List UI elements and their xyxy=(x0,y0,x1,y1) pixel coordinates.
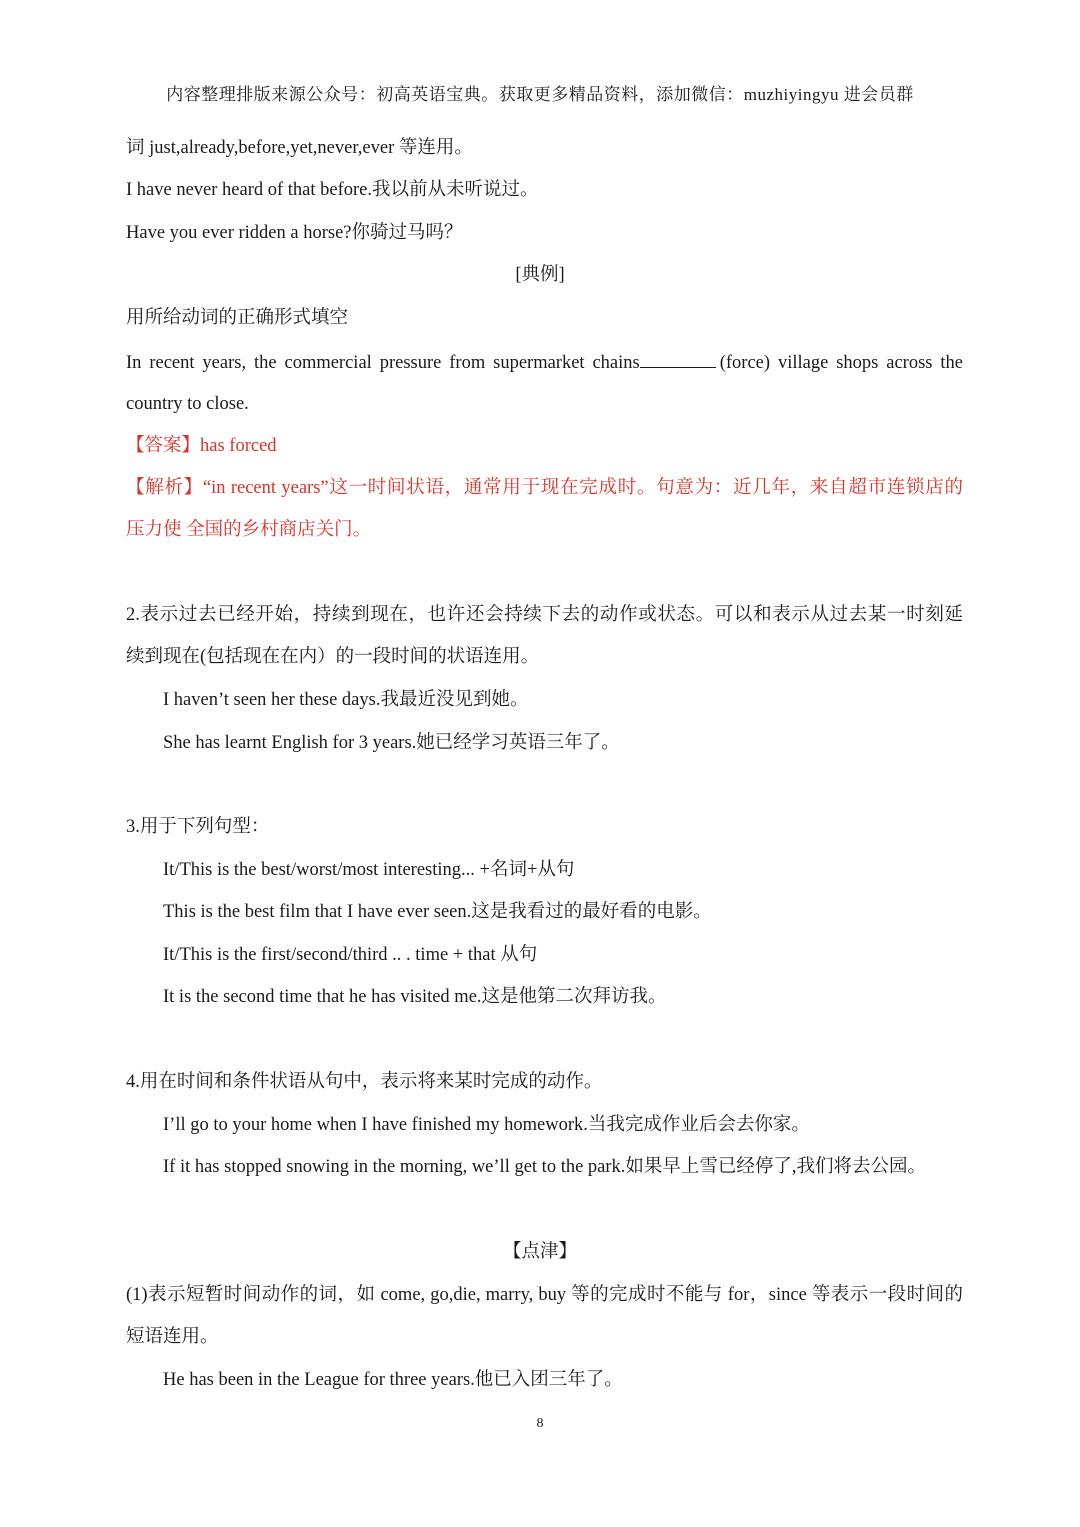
section4-title: 4.用在时间和条件状语从句中，表示将来某时完成的动作。 xyxy=(126,1072,603,1092)
section3-title: 3.用于下列句型： xyxy=(126,817,270,837)
page-header: 内容整理排版来源公众号：初高英语宝典。获取更多精品资料，添加微信：muzhiyingyu 进会员群 xyxy=(166,85,914,104)
section2-line-1: 2.表示过去已经开始，持续到现在，也许还会持续下去的动作或状态。可以和表示从过去某一时刻延 xyxy=(126,605,963,625)
example-question-line-1 xyxy=(126,349,963,375)
answer-blank xyxy=(640,349,716,368)
notes-example-1: He has been in the League for three years.他已入团三年了。 xyxy=(163,1370,623,1390)
section3-pattern-1: It/This is the best/worst/most interesting... +名词+从句 xyxy=(163,860,575,880)
section4-example-2: If it has stopped snowing in the morning, we’ll get to the park.如果早上雪已经停了,我们将去公园。 xyxy=(163,1157,927,1177)
notes-line-1: (1)表示短暂时间动作的词，如 come, go,die, marry, buy 等的完成时不能与 for，since 等表示一段时间的 xyxy=(126,1285,963,1305)
example-answer: 【答案】has forced xyxy=(126,436,277,456)
section4-example-1: I’ll go to your home when I have finished my homework.当我完成作业后会去你家。 xyxy=(163,1115,810,1135)
example-instruction: 用所给动词的正确形式填空 xyxy=(126,308,349,328)
example-title: [典例] xyxy=(515,265,565,285)
notes-line-2: 短语连用。 xyxy=(126,1327,219,1347)
page-number: 8 xyxy=(536,1416,544,1431)
example-analysis-line-2: 压力使 全国的乡村商店关门。 xyxy=(126,520,372,540)
section3-example-1: This is the best film that I have ever seen.这是我看过的最好看的电影。 xyxy=(163,902,712,922)
example-analysis-line-1: 【解析】“in recent years”这一时间状语，通常用于现在完成时。句意为：近几年，来自超市连锁店的 xyxy=(126,478,963,498)
example-question-line-2: country to close. xyxy=(126,394,249,414)
section2-example-1: I haven’t seen her these days.我最近没见到她。 xyxy=(163,690,529,710)
section2-example-2: She has learnt English for 3 years.她已经学习英语三年了。 xyxy=(163,733,620,753)
section3-example-2: It is the second time that he has visited me.这是他第二次拜访我。 xyxy=(163,987,667,1007)
section3-pattern-2: It/This is the first/second/third .. . time + that 从句 xyxy=(163,945,538,965)
intro-example-2: Have you ever ridden a horse?你骑过马吗？ xyxy=(126,223,463,243)
question-part-1: In recent years, the commercial pressure from supermarket chains xyxy=(126,353,640,373)
intro-example-1: I have never heard of that before.我以前从未听说过。 xyxy=(126,180,539,200)
intro-line: 词 just,already,before,yet,never,ever 等连用。 xyxy=(126,138,473,158)
section2-line-2: 续到现在(包括现在在内）的一段时间的状语连用。 xyxy=(126,647,540,667)
notes-title: 【点津】 xyxy=(502,1242,577,1262)
question-part-2: (force) village shops across the xyxy=(719,353,964,373)
